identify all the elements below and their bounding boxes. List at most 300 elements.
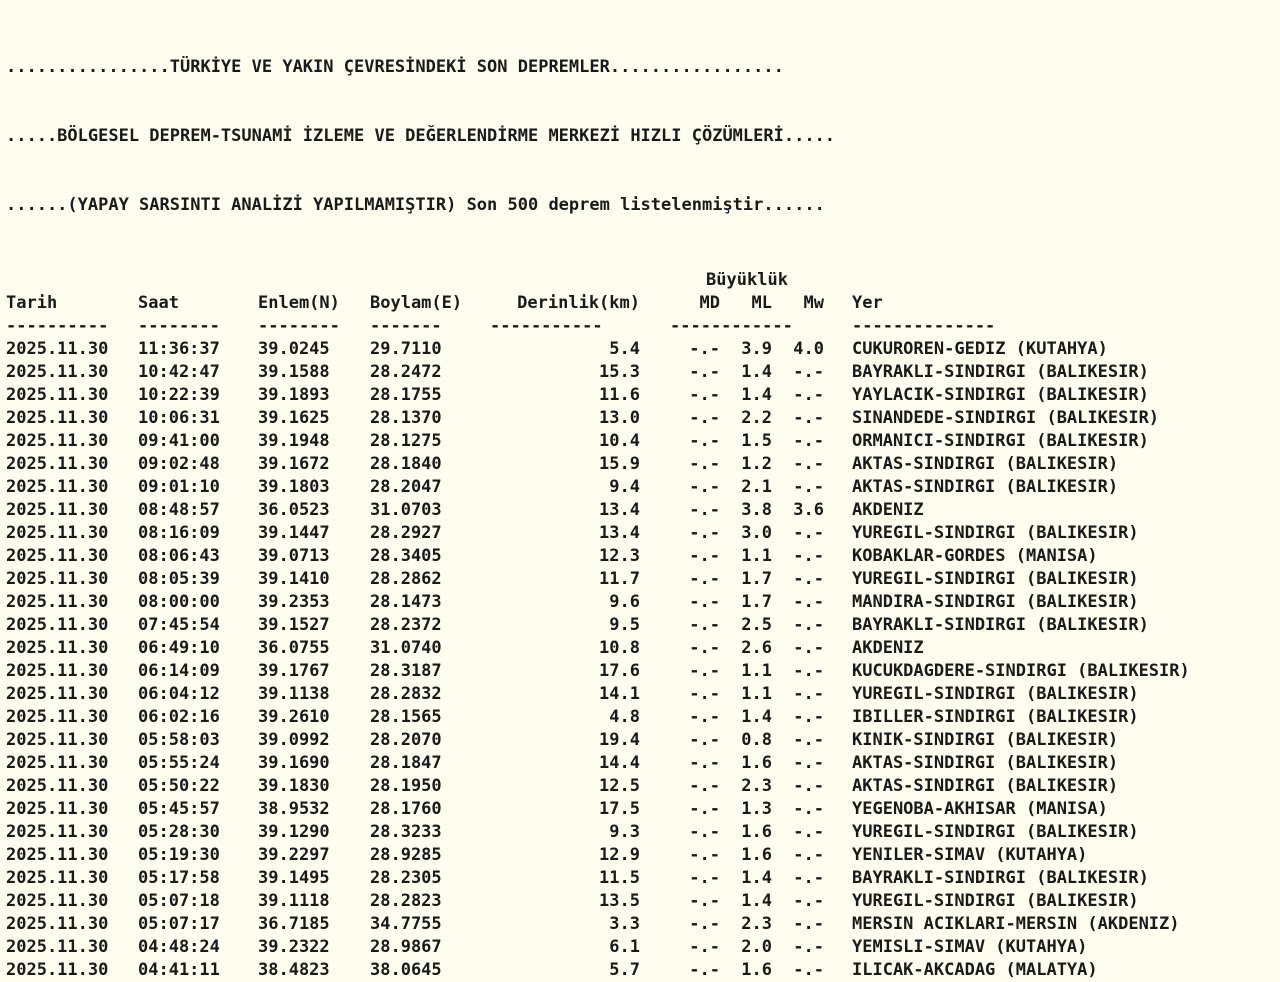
- cell-mw: -.-: [793, 431, 824, 451]
- cell-derinlik: 13.5: [599, 891, 640, 911]
- cell-boylam: 28.3233: [370, 822, 442, 842]
- cell-ml: 2.0: [741, 937, 772, 957]
- table-row: [6, 338, 1190, 361]
- cell-boylam: 28.2070: [370, 730, 442, 750]
- empty-cell-5: [490, 269, 670, 292]
- cell-saat: 11:36:37: [138, 339, 220, 359]
- cell-boylam: 28.2305: [370, 868, 442, 888]
- cell-tarih: 2025.11.30: [6, 592, 109, 612]
- cell-derinlik: 12.5: [599, 776, 640, 796]
- cell-saat: 09:02:48: [138, 454, 220, 474]
- cell-derinlik: 9.5: [609, 615, 640, 635]
- cell-ml: 1.4: [741, 385, 772, 405]
- column-header-mw: Mw: [803, 293, 824, 313]
- cell-boylam: 28.2862: [370, 569, 442, 589]
- cell-tarih: 2025.11.30: [6, 638, 109, 658]
- cell-ml: 3.0: [741, 523, 772, 543]
- cell-saat: 06:14:09: [138, 661, 220, 681]
- table-row: [6, 453, 1190, 476]
- cell-yer: AKTAS-SINDIRGI (BALIKESIR): [852, 753, 1119, 773]
- cell-md: -.-: [689, 960, 720, 980]
- rule-derinlik: -----------: [490, 316, 603, 336]
- cell-tarih: 2025.11.30: [6, 569, 109, 589]
- cell-md: -.-: [689, 707, 720, 727]
- table-row: [6, 361, 1190, 384]
- column-header-tarih: Tarih: [6, 293, 58, 313]
- empty-cell-2: [138, 269, 258, 292]
- cell-boylam: 31.0703: [370, 500, 442, 520]
- cell-mw: -.-: [793, 546, 824, 566]
- cell-yer: CUKUROREN-GEDIZ (KUTAHYA): [852, 339, 1108, 359]
- cell-boylam: 28.2823: [370, 891, 442, 911]
- cell-ml: 3.9: [741, 339, 772, 359]
- cell-saat: 09:01:10: [138, 477, 220, 497]
- cell-yer: AKDENIZ: [852, 638, 924, 658]
- cell-saat: 08:06:43: [138, 546, 220, 566]
- cell-derinlik: 11.6: [599, 385, 640, 405]
- cell-tarih: 2025.11.30: [6, 891, 109, 911]
- cell-derinlik: 5.7: [609, 960, 640, 980]
- table-row: [6, 637, 1190, 660]
- cell-mw: -.-: [793, 638, 824, 658]
- cell-yer: MANDIRA-SINDIRGI (BALIKESIR): [852, 592, 1139, 612]
- cell-ml: 1.1: [741, 546, 772, 566]
- cell-yer: AKTAS-SINDIRGI (BALIKESIR): [852, 454, 1119, 474]
- cell-mw: -.-: [793, 960, 824, 980]
- cell-derinlik: 13.0: [599, 408, 640, 428]
- cell-md: -.-: [689, 868, 720, 888]
- cell-md: -.-: [689, 937, 720, 957]
- cell-ml: 1.7: [741, 569, 772, 589]
- cell-enlem: 39.2322: [258, 937, 330, 957]
- table-row: [6, 499, 1190, 522]
- cell-ml: 1.4: [741, 362, 772, 382]
- cell-md: -.-: [689, 684, 720, 704]
- cell-derinlik: 11.5: [599, 868, 640, 888]
- cell-tarih: 2025.11.30: [6, 845, 109, 865]
- cell-ml: 2.5: [741, 615, 772, 635]
- cell-ml: 0.8: [741, 730, 772, 750]
- cell-ml: 1.6: [741, 822, 772, 842]
- cell-enlem: 39.1447: [258, 523, 330, 543]
- cell-md: -.-: [689, 500, 720, 520]
- cell-ml: 2.1: [741, 477, 772, 497]
- cell-tarih: 2025.11.30: [6, 868, 109, 888]
- cell-tarih: 2025.11.30: [6, 960, 109, 980]
- cell-yer: ORMANICI-SINDIRGI (BALIKESIR): [852, 431, 1149, 451]
- cell-ml: 1.6: [741, 845, 772, 865]
- cell-derinlik: 17.6: [599, 661, 640, 681]
- cell-derinlik: 14.1: [599, 684, 640, 704]
- cell-tarih: 2025.11.30: [6, 661, 109, 681]
- cell-mw: 4.0: [793, 339, 824, 359]
- cell-saat: 06:04:12: [138, 684, 220, 704]
- cell-saat: 05:28:30: [138, 822, 220, 842]
- table-row: [6, 706, 1190, 729]
- empty-cell-6: [824, 269, 1190, 292]
- cell-enlem: 39.2610: [258, 707, 330, 727]
- cell-saat: 09:41:00: [138, 431, 220, 451]
- cell-enlem: 39.0992: [258, 730, 330, 750]
- column-header-derinlik: Derinlik(km): [517, 293, 640, 313]
- cell-ml: 1.1: [741, 661, 772, 681]
- cell-yer: YAYLACIK-SINDIRGI (BALIKESIR): [852, 385, 1149, 405]
- table-row: [6, 775, 1190, 798]
- cell-yer: YENILER-SIMAV (KUTAHYA): [852, 845, 1088, 865]
- cell-mw: -.-: [793, 799, 824, 819]
- cell-md: -.-: [689, 638, 720, 658]
- cell-derinlik: 10.8: [599, 638, 640, 658]
- cell-md: -.-: [689, 569, 720, 589]
- cell-boylam: 34.7755: [370, 914, 442, 934]
- cell-saat: 05:50:22: [138, 776, 220, 796]
- cell-yer: YEGENOBA-AKHISAR (MANISA): [852, 799, 1108, 819]
- cell-derinlik: 19.4: [599, 730, 640, 750]
- table-row: [6, 660, 1190, 683]
- cell-enlem: 39.2297: [258, 845, 330, 865]
- cell-yer: IBILLER-SINDIRGI (BALIKESIR): [852, 707, 1139, 727]
- cell-enlem: 39.2353: [258, 592, 330, 612]
- cell-boylam: 28.9867: [370, 937, 442, 957]
- cell-mw: -.-: [793, 615, 824, 635]
- cell-mw: -.-: [793, 753, 824, 773]
- rule-yer: --------------: [852, 316, 996, 336]
- table-row: [6, 683, 1190, 706]
- cell-mw: -.-: [793, 868, 824, 888]
- rule-magnitude: ------------: [670, 316, 793, 336]
- cell-tarih: 2025.11.30: [6, 362, 109, 382]
- cell-boylam: 28.2832: [370, 684, 442, 704]
- cell-yer: YUREGIL-SINDIRGI (BALIKESIR): [852, 684, 1139, 704]
- cell-boylam: 38.0645: [370, 960, 442, 980]
- cell-derinlik: 5.4: [609, 339, 640, 359]
- cell-ml: 1.5: [741, 431, 772, 451]
- cell-mw: -.-: [793, 822, 824, 842]
- cell-enlem: 39.1625: [258, 408, 330, 428]
- cell-tarih: 2025.11.30: [6, 707, 109, 727]
- cell-tarih: 2025.11.30: [6, 753, 109, 773]
- cell-tarih: 2025.11.30: [6, 730, 109, 750]
- column-rule-row: [6, 315, 1190, 338]
- cell-md: -.-: [689, 477, 720, 497]
- cell-md: -.-: [689, 546, 720, 566]
- cell-derinlik: 14.4: [599, 753, 640, 773]
- cell-md: -.-: [689, 615, 720, 635]
- cell-md: -.-: [689, 822, 720, 842]
- table-row: [6, 476, 1190, 499]
- cell-saat: 10:06:31: [138, 408, 220, 428]
- cell-boylam: 28.3187: [370, 661, 442, 681]
- cell-ml: 1.3: [741, 799, 772, 819]
- cell-mw: -.-: [793, 477, 824, 497]
- cell-md: -.-: [689, 431, 720, 451]
- cell-enlem: 39.1410: [258, 569, 330, 589]
- cell-saat: 04:48:24: [138, 937, 220, 957]
- table-row: [6, 890, 1190, 913]
- cell-derinlik: 13.4: [599, 523, 640, 543]
- cell-yer: YUREGIL-SINDIRGI (BALIKESIR): [852, 523, 1139, 543]
- cell-md: -.-: [689, 385, 720, 405]
- cell-enlem: 39.1830: [258, 776, 330, 796]
- cell-tarih: 2025.11.30: [6, 799, 109, 819]
- cell-md: -.-: [689, 799, 720, 819]
- cell-yer: YUREGIL-SINDIRGI (BALIKESIR): [852, 569, 1139, 589]
- table-row: [6, 936, 1190, 959]
- cell-yer: MERSIN ACIKLARI-MERSIN (AKDENIZ): [852, 914, 1180, 934]
- cell-enlem: 36.0755: [258, 638, 330, 658]
- cell-boylam: 28.1370: [370, 408, 442, 428]
- cell-tarih: 2025.11.30: [6, 477, 109, 497]
- rule-tarih: ----------: [6, 316, 109, 336]
- cell-enlem: 39.1672: [258, 454, 330, 474]
- table-row: [6, 614, 1190, 637]
- cell-md: -.-: [689, 753, 720, 773]
- cell-enlem: 39.1767: [258, 661, 330, 681]
- cell-saat: 05:58:03: [138, 730, 220, 750]
- cell-ml: 1.4: [741, 868, 772, 888]
- cell-tarih: 2025.11.30: [6, 914, 109, 934]
- cell-boylam: 28.1847: [370, 753, 442, 773]
- table-row: [6, 430, 1190, 453]
- cell-derinlik: 4.8: [609, 707, 640, 727]
- column-header-boylam: Boylam(E): [370, 293, 463, 313]
- cell-saat: 08:00:00: [138, 592, 220, 612]
- cell-mw: -.-: [793, 730, 824, 750]
- cell-saat: 10:22:39: [138, 385, 220, 405]
- cell-derinlik: 9.6: [609, 592, 640, 612]
- cell-ml: 3.8: [741, 500, 772, 520]
- cell-yer: KUCUKDAGDERE-SINDIRGI (BALIKESIR): [852, 661, 1190, 681]
- empty-cell-3: [258, 269, 370, 292]
- cell-enlem: 39.1118: [258, 891, 330, 911]
- cell-boylam: 29.7110: [370, 339, 442, 359]
- cell-yer: BAYRAKLI-SINDIRGI (BALIKESIR): [852, 362, 1149, 382]
- cell-enlem: 39.1803: [258, 477, 330, 497]
- cell-mw: -.-: [793, 891, 824, 911]
- cell-derinlik: 9.4: [609, 477, 640, 497]
- cell-enlem: 39.0713: [258, 546, 330, 566]
- cell-mw: -.-: [793, 362, 824, 382]
- cell-tarih: 2025.11.30: [6, 546, 109, 566]
- cell-md: -.-: [689, 362, 720, 382]
- cell-yer: AKTAS-SINDIRGI (BALIKESIR): [852, 776, 1119, 796]
- cell-yer: BAYRAKLI-SINDIRGI (BALIKESIR): [852, 615, 1149, 635]
- cell-mw: -.-: [793, 914, 824, 934]
- earthquake-table: [6, 269, 1190, 982]
- header-line-note: ......(YAPAY SARSINTI ANALİZİ YAPILMAMIŞTIR) Son 500 deprem listelenmiştir......: [6, 195, 825, 215]
- cell-ml: 1.6: [741, 960, 772, 980]
- cell-md: -.-: [689, 408, 720, 428]
- cell-ml: 1.4: [741, 891, 772, 911]
- column-header-yer: Yer: [852, 293, 883, 313]
- cell-derinlik: 11.7: [599, 569, 640, 589]
- cell-saat: 04:41:11: [138, 960, 220, 980]
- cell-enlem: 39.1527: [258, 615, 330, 635]
- table-row: [6, 407, 1190, 430]
- rule-boylam: -------: [370, 316, 442, 336]
- cell-md: -.-: [689, 661, 720, 681]
- empty-cell-4: [370, 269, 490, 292]
- cell-ml: 1.7: [741, 592, 772, 612]
- cell-enlem: 39.1948: [258, 431, 330, 451]
- table-row: [6, 913, 1190, 936]
- cell-saat: 06:49:10: [138, 638, 220, 658]
- cell-md: -.-: [689, 339, 720, 359]
- cell-yer: ILICAK-AKCADAG (MALATYA): [852, 960, 1098, 980]
- cell-yer: AKDENIZ: [852, 500, 924, 520]
- cell-boylam: 31.0740: [370, 638, 442, 658]
- cell-yer: KINIK-SINDIRGI (BALIKESIR): [852, 730, 1119, 750]
- header-line-title: ................TÜRKİYE VE YAKIN ÇEVRESİNDEKİ SON DEPREMLER.................: [6, 57, 784, 77]
- cell-tarih: 2025.11.30: [6, 408, 109, 428]
- cell-mw: -.-: [793, 569, 824, 589]
- cell-ml: 2.3: [741, 914, 772, 934]
- cell-enlem: 39.0245: [258, 339, 330, 359]
- column-header-ml: ML: [751, 293, 772, 313]
- cell-yer: KOBAKLAR-GORDES (MANISA): [852, 546, 1098, 566]
- cell-derinlik: 6.1: [609, 937, 640, 957]
- cell-boylam: 28.1760: [370, 799, 442, 819]
- cell-enlem: 38.9532: [258, 799, 330, 819]
- cell-enlem: 39.1588: [258, 362, 330, 382]
- cell-derinlik: 15.3: [599, 362, 640, 382]
- cell-boylam: 28.2927: [370, 523, 442, 543]
- cell-derinlik: 17.5: [599, 799, 640, 819]
- cell-yer: YUREGIL-SINDIRGI (BALIKESIR): [852, 891, 1139, 911]
- table-row: [6, 522, 1190, 545]
- cell-ml: 1.4: [741, 707, 772, 727]
- cell-saat: 08:48:57: [138, 500, 220, 520]
- cell-derinlik: 10.4: [599, 431, 640, 451]
- cell-derinlik: 12.3: [599, 546, 640, 566]
- table-row: [6, 545, 1190, 568]
- cell-saat: 08:16:09: [138, 523, 220, 543]
- cell-derinlik: 12.9: [599, 845, 640, 865]
- cell-md: -.-: [689, 523, 720, 543]
- table-row: [6, 821, 1190, 844]
- magnitude-group-header-row: [6, 269, 1190, 292]
- cell-md: -.-: [689, 592, 720, 612]
- cell-derinlik: 15.9: [599, 454, 640, 474]
- cell-yer: YUREGIL-SINDIRGI (BALIKESIR): [852, 822, 1139, 842]
- table-row: [6, 867, 1190, 890]
- cell-ml: 1.1: [741, 684, 772, 704]
- cell-saat: 08:05:39: [138, 569, 220, 589]
- cell-boylam: 28.1565: [370, 707, 442, 727]
- cell-boylam: 28.1473: [370, 592, 442, 612]
- cell-saat: 05:55:24: [138, 753, 220, 773]
- cell-yer: AKTAS-SINDIRGI (BALIKESIR): [852, 477, 1119, 497]
- table-body: [6, 338, 1190, 982]
- cell-boylam: 28.2372: [370, 615, 442, 635]
- cell-boylam: 28.1950: [370, 776, 442, 796]
- cell-boylam: 28.2047: [370, 477, 442, 497]
- cell-saat: 05:17:58: [138, 868, 220, 888]
- cell-tarih: 2025.11.30: [6, 523, 109, 543]
- cell-tarih: 2025.11.30: [6, 431, 109, 451]
- cell-boylam: 28.1755: [370, 385, 442, 405]
- cell-md: -.-: [689, 891, 720, 911]
- cell-saat: 07:45:54: [138, 615, 220, 635]
- cell-saat: 05:07:17: [138, 914, 220, 934]
- rule-saat: --------: [138, 316, 220, 336]
- cell-yer: SINANDEDE-SINDIRGI (BALIKESIR): [852, 408, 1160, 428]
- cell-tarih: 2025.11.30: [6, 339, 109, 359]
- cell-enlem: 39.1690: [258, 753, 330, 773]
- cell-mw: -.-: [793, 776, 824, 796]
- cell-enlem: 38.4823: [258, 960, 330, 980]
- cell-tarih: 2025.11.30: [6, 776, 109, 796]
- cell-tarih: 2025.11.30: [6, 500, 109, 520]
- header-line-center: .....BÖLGESEL DEPREM-TSUNAMİ İZLEME VE DEĞERLENDİRME MERKEZİ HIZLI ÇÖZÜMLERİ.....: [6, 126, 836, 146]
- cell-tarih: 2025.11.30: [6, 937, 109, 957]
- cell-ml: 1.6: [741, 753, 772, 773]
- table-row: [6, 384, 1190, 407]
- cell-enlem: 39.1495: [258, 868, 330, 888]
- cell-tarih: 2025.11.30: [6, 684, 109, 704]
- cell-mw: -.-: [793, 845, 824, 865]
- table-row: [6, 729, 1190, 752]
- cell-enlem: 39.1290: [258, 822, 330, 842]
- cell-tarih: 2025.11.30: [6, 385, 109, 405]
- cell-boylam: 28.2472: [370, 362, 442, 382]
- cell-mw: -.-: [793, 385, 824, 405]
- table-row: [6, 591, 1190, 614]
- cell-md: -.-: [689, 730, 720, 750]
- cell-mw: 3.6: [793, 500, 824, 520]
- table-head: [6, 269, 1190, 338]
- column-header-saat: Saat: [138, 293, 179, 313]
- cell-derinlik: 13.4: [599, 500, 640, 520]
- cell-enlem: 36.7185: [258, 914, 330, 934]
- cell-boylam: 28.9285: [370, 845, 442, 865]
- table-row: [6, 568, 1190, 591]
- cell-saat: 05:07:18: [138, 891, 220, 911]
- cell-ml: 1.2: [741, 454, 772, 474]
- cell-yer: YEMISLI-SIMAV (KUTAHYA): [852, 937, 1088, 957]
- cell-md: -.-: [689, 845, 720, 865]
- cell-tarih: 2025.11.30: [6, 454, 109, 474]
- magnitude-group-label: Büyüklük: [706, 270, 788, 290]
- cell-boylam: 28.1275: [370, 431, 442, 451]
- cell-ml: 2.3: [741, 776, 772, 796]
- cell-ml: 2.2: [741, 408, 772, 428]
- cell-boylam: 28.3405: [370, 546, 442, 566]
- cell-enlem: 39.1138: [258, 684, 330, 704]
- cell-saat: 05:45:57: [138, 799, 220, 819]
- cell-tarih: 2025.11.30: [6, 615, 109, 635]
- cell-mw: -.-: [793, 661, 824, 681]
- table-row: [6, 798, 1190, 821]
- table-row: [6, 752, 1190, 775]
- column-header-row: [6, 292, 1190, 315]
- cell-ml: 2.6: [741, 638, 772, 658]
- cell-enlem: 36.0523: [258, 500, 330, 520]
- cell-mw: -.-: [793, 523, 824, 543]
- cell-mw: -.-: [793, 592, 824, 612]
- cell-mw: -.-: [793, 707, 824, 727]
- column-header-enlem: Enlem(N): [258, 293, 340, 313]
- cell-derinlik: 3.3: [609, 914, 640, 934]
- cell-md: -.-: [689, 454, 720, 474]
- report-header: [6, 10, 1280, 263]
- column-header-md: MD: [699, 293, 720, 313]
- empty-cell-1: [6, 269, 138, 292]
- cell-md: -.-: [689, 776, 720, 796]
- cell-enlem: 39.1893: [258, 385, 330, 405]
- cell-mw: -.-: [793, 937, 824, 957]
- table-row: [6, 959, 1190, 982]
